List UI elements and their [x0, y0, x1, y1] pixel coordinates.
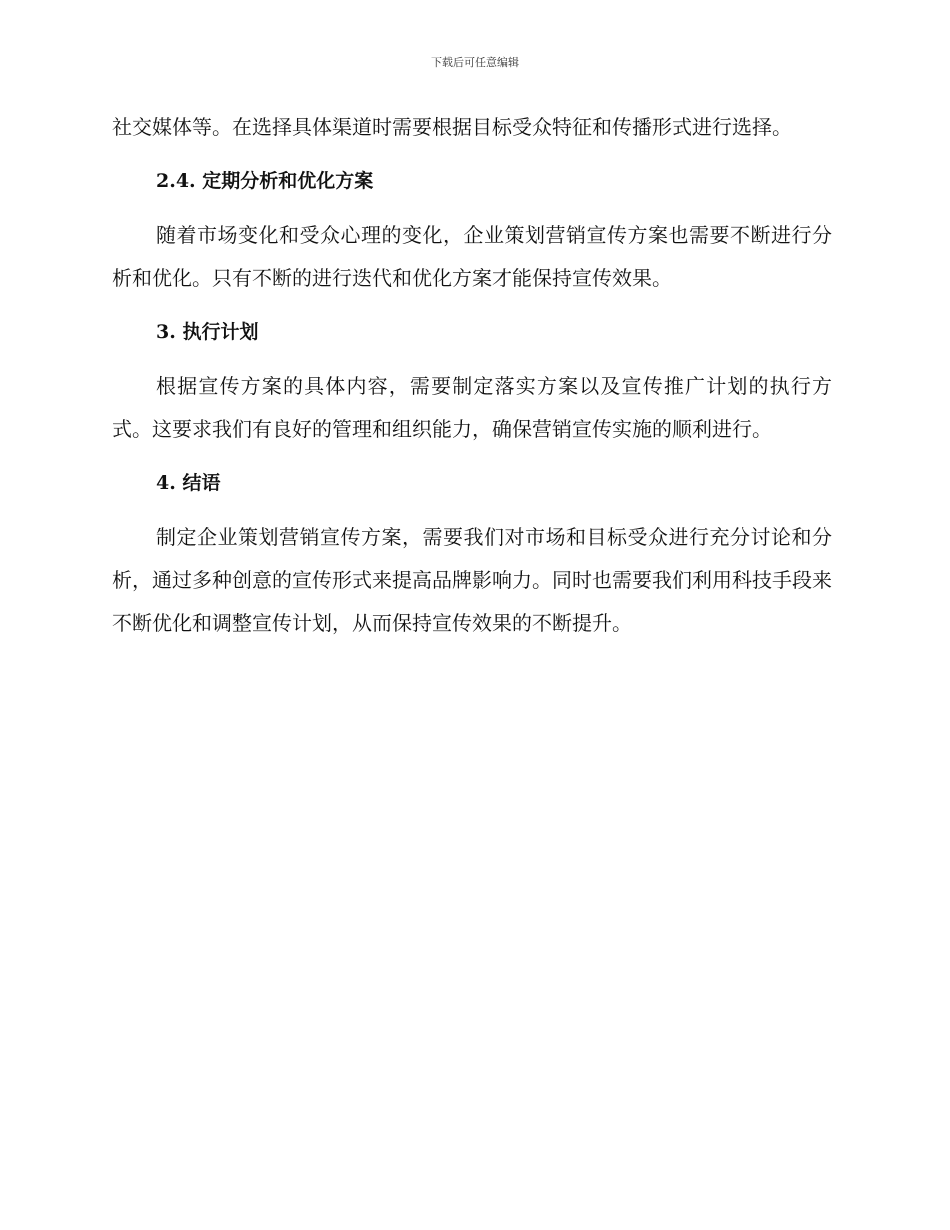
section-heading-3: 3. 执行计划 — [156, 321, 259, 343]
paragraph-conclusion: 制定企业策划营销宣传方案，需要我们对市场和目标受众进行充分讨论和分析，通过多种创意的宣传形式来提高品牌影响力。同时也需要我们利用科技手段来不断优化和调整宣传计划，从而保持宣传效果的不断提升。 — [112, 525, 832, 635]
paragraph-execution-plan: 根据宣传方案的具体内容，需要制定落实方案以及宣传推广计划的执行方式。这要求我们有良好的管理和组织能力，确保营销宣传实施的顺利进行。 — [112, 374, 832, 441]
section-heading-2-4: 2.4. 定期分析和优化方案 — [156, 170, 374, 192]
document-body — [112, 106, 832, 645]
section-heading-4: 4. 结语 — [156, 472, 221, 494]
paragraph-analysis-optimization: 随着市场变化和受众心理的变化，企业策划营销宣传方案也需要不断进行分析和优化。只有不断的进行迭代和优化方案才能保持宣传效果。 — [112, 223, 832, 290]
paragraph-channel-selection: 社交媒体等。在选择具体渠道时需要根据目标受众特征和传播形式进行选择。 — [112, 115, 792, 139]
page-header: 下载后可任意编辑 — [431, 56, 519, 69]
